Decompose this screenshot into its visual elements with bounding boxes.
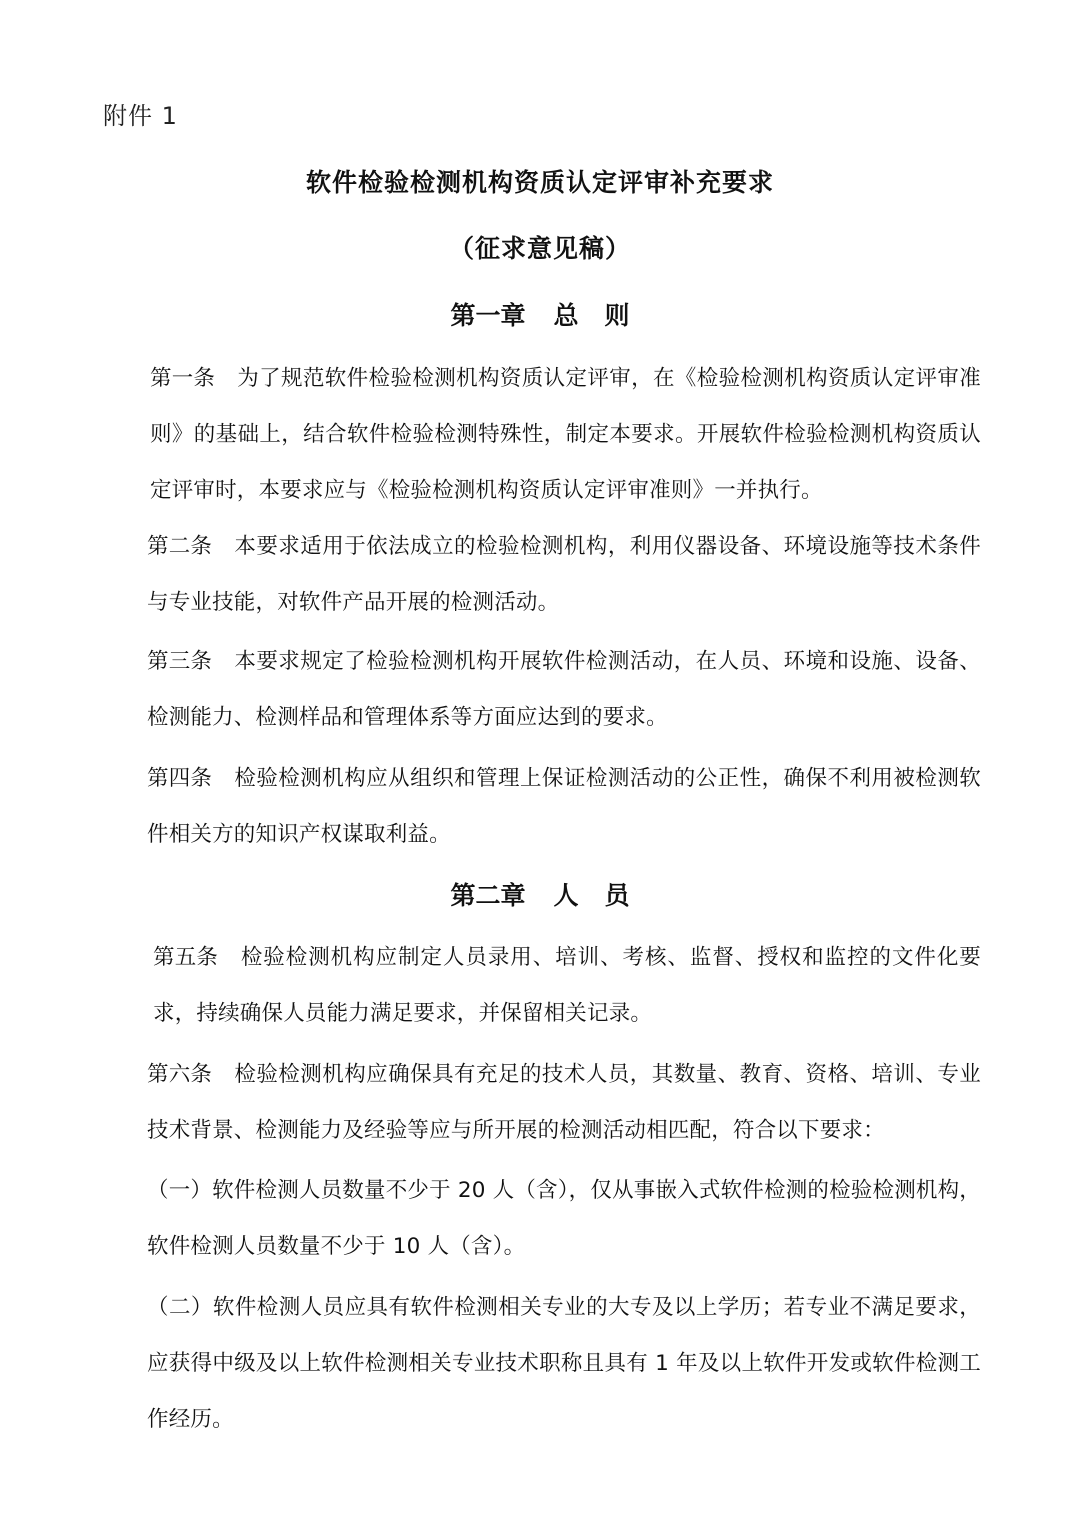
article-head: 第二条 [147, 534, 213, 559]
article-6 [103, 1047, 981, 1159]
chapter-title-char: 员 [604, 881, 630, 910]
article-4 [103, 751, 981, 863]
article-head: 第一条 [150, 366, 216, 391]
article-3 [103, 634, 981, 746]
chapter-title-char: 总 [553, 301, 579, 330]
article-body: 检验检测机构应确保具有充足的技术人员，其数量、教育、资格、培训、专业技术背景、检测能力及经验等应与所开展的检测活动相匹配，符合以下要求： [147, 1062, 981, 1143]
article-body: 检验检测机构应从组织和管理上保证检测活动的公正性，确保不利用被检测软件相关方的知识产权谋取利益。 [147, 766, 981, 847]
article-body: 为了规范软件检验检测机构资质认定评审，在《检验检测机构资质认定评审准则》的基础上，结合软件检验检测特殊性，制定本要求。开展软件检验检测机构资质认定评审时，本要求应与《检验检测机构资质认定评审准则》一并执行。 [150, 366, 981, 503]
article-head: 第四条 [147, 766, 213, 791]
article-2 [103, 519, 981, 631]
chapter-title-char: 则 [604, 301, 630, 330]
chapter-title-char: 人 [553, 881, 579, 910]
article-head: 第六条 [147, 1062, 213, 1087]
chapter-heading-1 [0, 296, 1080, 332]
article-body: 检验检测机构应制定人员录用、培训、考核、监督、授权和监控的文件化要求，持续确保人员能力满足要求，并保留相关记录。 [153, 945, 981, 1026]
attachment-label: 附件 1 [103, 102, 178, 130]
list-item-2 [103, 1280, 981, 1448]
list-item-1 [103, 1163, 981, 1275]
document-title: 软件检验检测机构资质认定评审补充要求 [305, 168, 774, 197]
article-body: 本要求规定了检验检测机构开展软件检测活动，在人员、环境和设施、设备、检测能力、检测样品和管理体系等方面应达到的要求。 [147, 649, 981, 730]
chapter-heading-2 [0, 876, 1080, 912]
article-1 [103, 351, 981, 519]
chapter-number: 第二章 [450, 881, 526, 910]
chapter-number: 第一章 [450, 301, 526, 330]
article-body: 本要求适用于依法成立的检验检测机构，利用仪器设备、环境设施等技术条件与专业技能，对软件产品开展的检测活动。 [147, 534, 981, 615]
article-5 [103, 930, 981, 1042]
list-item-text: （二）软件检测人员应具有软件检测相关专业的大专及以上学历；若专业不满足要求，应获得中级及以上软件检测相关专业技术职称且具有 1 年及以上软件开发或软件检测工作经历。 [147, 1295, 981, 1432]
document-subtitle: （征求意见稿） [448, 234, 631, 263]
article-head: 第五条 [153, 945, 219, 970]
article-head: 第三条 [147, 649, 213, 674]
list-item-text: （一）软件检测人员数量不少于 20 人（含），仅从事嵌入式软件检测的检验检测机构，软件检测人员数量不少于 10 人（含）。 [147, 1178, 981, 1259]
